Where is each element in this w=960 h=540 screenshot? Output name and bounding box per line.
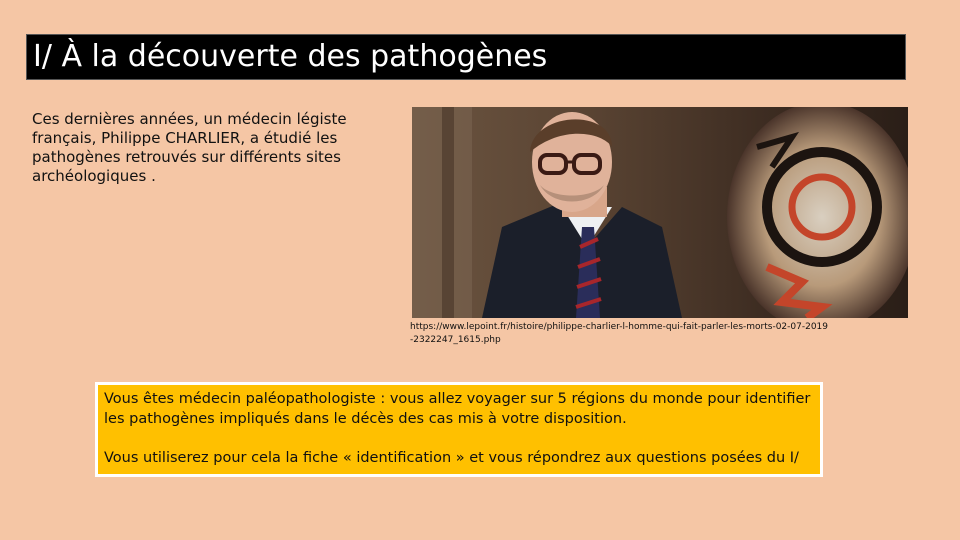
intro-text: Ces dernières années, un médecin légiste français, Philippe CHARLIER, a étudié les pathogènes retrouvés sur différents sites archéologiques . [32,110,347,185]
task-paragraph-mission: Vous êtes médecin paléopathologiste : vous allez voyager sur 5 régions du monde pour identifier les pathogènes impliqués dans le décès des cas mis à votre disposition. [104,391,811,427]
slide-title-bar [26,34,906,80]
slide-title: I/ À la découverte des pathogènes [33,39,548,74]
portrait-photo-illustration [412,107,908,318]
task-paragraph-method: Vous utiliserez pour cela la fiche « identification » et vous répondrez aux questions posées du I/ [104,450,799,466]
photo-credit-url: https://www.lepoint.fr/histoire/philippe-charlier-l-homme-qui-fait-parler-les-morts-02-07-2019-2322247_1615.php [410,322,828,345]
task-instructions-box [95,382,823,477]
portrait-photo [412,107,908,318]
